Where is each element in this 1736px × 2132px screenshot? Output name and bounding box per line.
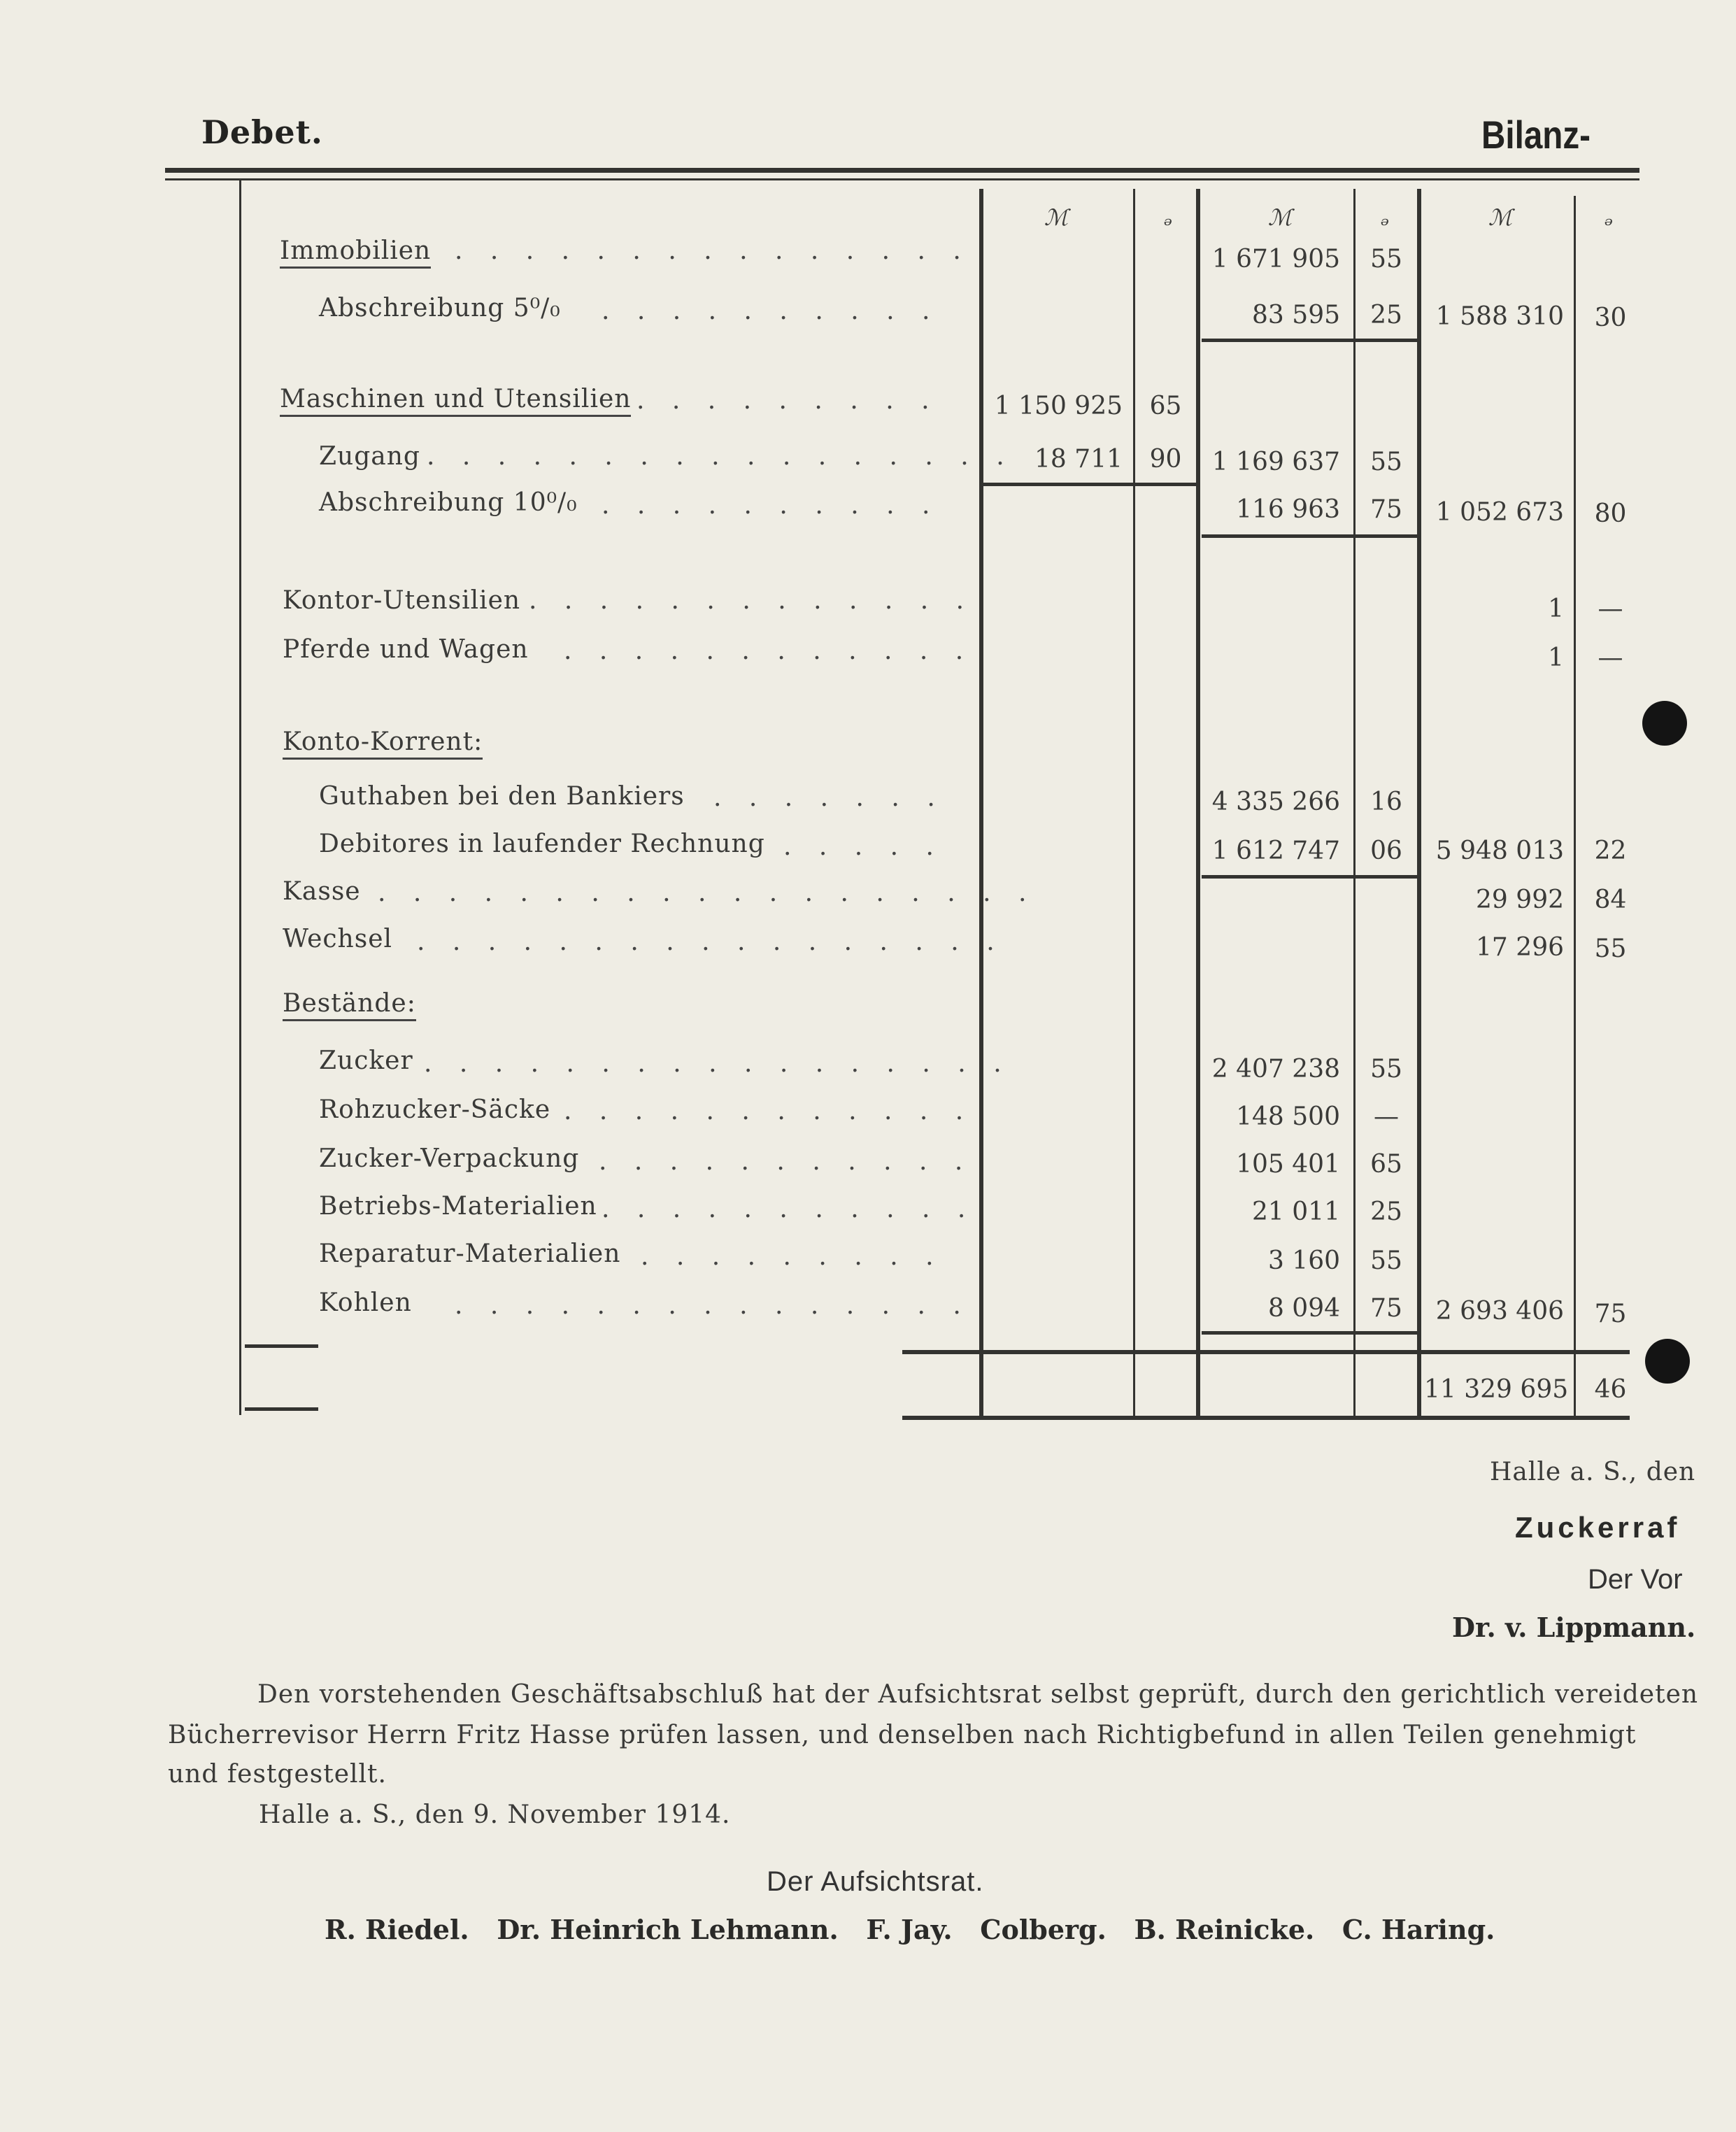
label-verpackung: Zucker-Verpackung <box>319 1144 580 1173</box>
sum-rule-5 <box>1202 1331 1417 1335</box>
total-mark: 11 329 695 <box>1424 1375 1569 1404</box>
top-rule <box>165 168 1639 173</box>
paragraph-date: Halle a. S., den 9. November 1914. <box>259 1800 731 1829</box>
top-rule-thin <box>165 178 1639 180</box>
cell: 8 094 <box>1267 1294 1340 1323</box>
cell: 55 <box>1370 245 1402 273</box>
unit-pf-3: ₔ <box>1604 204 1614 231</box>
cell: 21 011 <box>1252 1198 1340 1226</box>
leader-dots: . . . . . . . . . . . . . <box>529 586 974 615</box>
label-rohzucker: Rohzucker-Säcke <box>319 1095 551 1124</box>
cell: 75 <box>1370 1294 1402 1323</box>
label-betriebs: Betriebs-Materialien <box>319 1192 597 1221</box>
sum-rule-2 <box>983 483 1196 486</box>
cell: 55 <box>1370 1246 1402 1275</box>
unit-pf-2: ₔ <box>1380 204 1390 231</box>
margin-rule <box>239 180 241 1415</box>
cell: — <box>1374 1102 1399 1131</box>
cell: 75 <box>1370 495 1402 524</box>
cell: 29 992 <box>1476 886 1564 914</box>
cell: 90 <box>1149 445 1182 474</box>
leader-dots: . . . . . . . . . . . . . . . . . <box>427 442 1014 471</box>
punch-hole <box>1645 1339 1690 1384</box>
cell: 2 693 406 <box>1435 1297 1564 1326</box>
closing-board: Der Vor <box>1588 1564 1683 1595</box>
balance-header: Bilanz- <box>1481 113 1591 157</box>
total-rule-bottom <box>902 1416 1630 1420</box>
cell: 55 <box>1370 1055 1402 1083</box>
punch-hole <box>1642 701 1687 746</box>
label-kontor: Kontor-Utensilien <box>283 586 521 615</box>
leader-dots: . . . . . . . . . . . <box>599 1147 973 1176</box>
label-abschreibung-10: Abschreibung 10⁰/₀ <box>319 488 578 517</box>
cell: 4 335 266 <box>1211 788 1340 816</box>
cell: 5 948 013 <box>1435 837 1564 865</box>
total-rule-top <box>902 1350 1630 1354</box>
label-debitores: Debitores in laufender Rechnung <box>319 830 765 858</box>
leader-dots: . . . . . . . . . . . . <box>564 1097 974 1125</box>
cell: 25 <box>1370 301 1402 329</box>
label-maschinen: Maschinen und Utensilien <box>280 385 631 413</box>
label-pferde: Pferde und Wagen <box>283 635 529 664</box>
paragraph-line-1: Den vorstehenden Geschäftsabschluß hat der Aufsichtsrat selbst geprüft, durch den gerichtlich vereideten <box>257 1680 1699 1709</box>
label-kohlen: Kohlen <box>319 1288 412 1317</box>
leader-dots: . . . . . . . . . <box>636 386 939 415</box>
cell: 1 <box>1548 595 1564 623</box>
leader-dots: . . . . . . . . . . . . . . . <box>455 236 971 265</box>
cell: 2 407 238 <box>1211 1055 1340 1083</box>
label-zucker: Zucker <box>319 1046 413 1075</box>
cell: 22 <box>1594 837 1627 865</box>
cell: 65 <box>1149 392 1182 420</box>
leader-dots: . . . . . . . . . . . . . . . . . <box>424 1049 1011 1078</box>
col2-left-rule <box>1196 189 1200 1420</box>
cell: 1 169 637 <box>1211 448 1340 476</box>
leader-dots: . . . . . <box>783 832 944 861</box>
leader-dots: . . . . . . . . . . <box>602 297 940 325</box>
cell: 65 <box>1370 1150 1402 1179</box>
cell: 83 595 <box>1252 301 1340 329</box>
cell: 105 401 <box>1236 1150 1340 1179</box>
cell: 1 <box>1548 644 1564 672</box>
label-immobilien: Immobilien <box>280 236 431 265</box>
sum-rule-1 <box>1202 339 1417 342</box>
leader-dots: . . . . . . . . . . . <box>602 1195 976 1223</box>
aufsichtsrat-members: R. Riedel. Dr. Heinrich Lehmann. F. Jay. Colberg. B. Reinicke. C. Haring. <box>325 1914 1495 1945</box>
leader-dots: . . . . . . . . . <box>641 1242 944 1271</box>
cell: 25 <box>1370 1198 1402 1226</box>
label-reparatur: Reparatur-Materialien <box>319 1239 621 1268</box>
cell: 80 <box>1594 499 1627 528</box>
col1-left-rule <box>979 189 983 1420</box>
col3-left-rule <box>1417 189 1421 1420</box>
cell: 1 150 925 <box>994 392 1123 420</box>
margin-mark-2 <box>245 1407 318 1411</box>
cell: 16 <box>1370 788 1402 816</box>
cell: 55 <box>1594 934 1627 963</box>
leader-dots: . . . . . . . . . . . . . . . . . <box>417 928 1004 956</box>
cell: 116 963 <box>1236 495 1340 524</box>
cell: 148 500 <box>1236 1102 1340 1131</box>
cell: 18 711 <box>1034 445 1123 474</box>
cell: 1 612 747 <box>1211 837 1340 865</box>
cell: 55 <box>1370 448 1402 476</box>
leader-dots: . . . . . . . . . . . . <box>564 637 974 665</box>
leader-dots: . . . . . . . . . . . . . . . <box>455 1291 971 1320</box>
leader-dots: . . . . . . . . . . <box>602 491 940 520</box>
label-zugang: Zugang <box>319 442 420 471</box>
paragraph-line-2: Bücherrevisor Herrn Fritz Hasse prüfen lassen, und denselben nach Richtigbefund in allen Teilen genehmigt <box>168 1721 1637 1749</box>
cell: 06 <box>1370 837 1402 865</box>
col1-mid-rule <box>1133 189 1135 1420</box>
leader-dots: . . . . . . . . . . . . . . . . . . . <box>378 879 1037 907</box>
closing-signer: Dr. v. Lippmann. <box>1452 1612 1696 1643</box>
cell: 1 588 310 <box>1435 302 1564 331</box>
unit-pf-1: ₔ <box>1163 204 1173 231</box>
cell: 17 296 <box>1476 933 1564 962</box>
cell: — <box>1598 595 1623 623</box>
cell: 3 160 <box>1267 1246 1340 1275</box>
sum-rule-4 <box>1202 875 1417 879</box>
cell: 30 <box>1594 304 1627 332</box>
col3-mid-rule <box>1574 196 1576 1420</box>
leader-dots: . . . . . . . <box>713 783 945 812</box>
unit-mark-1: ℳ <box>1044 204 1069 231</box>
cell: 1 671 905 <box>1211 245 1340 273</box>
sum-rule-3 <box>1202 534 1417 538</box>
paragraph-line-3: und festgestellt. <box>168 1760 387 1789</box>
label-kontokorrent: Konto-Korrent: <box>283 727 483 756</box>
label-kasse: Kasse <box>283 877 361 906</box>
aufsichtsrat-title: Der Aufsichtsrat. <box>767 1866 984 1897</box>
label-guthaben: Guthaben bei den Bankiers <box>319 782 685 811</box>
label-wechsel: Wechsel <box>283 925 393 953</box>
closing-company: Zuckerraf <box>1515 1511 1681 1544</box>
total-pfennig: 46 <box>1594 1375 1627 1404</box>
cell: 84 <box>1594 886 1627 914</box>
unit-mark-3: ℳ <box>1488 204 1513 231</box>
margin-mark-1 <box>245 1344 318 1348</box>
debit-header: Debet. <box>201 113 323 151</box>
cell: 1 052 673 <box>1435 498 1564 527</box>
label-bestaende: Bestände: <box>283 989 416 1018</box>
cell: 75 <box>1594 1300 1627 1328</box>
closing-place: Halle a. S., den <box>1490 1458 1696 1486</box>
cell: — <box>1598 644 1623 672</box>
label-abschreibung-5: Abschreibung 5⁰/₀ <box>319 294 561 322</box>
unit-mark-2: ℳ <box>1267 204 1293 231</box>
